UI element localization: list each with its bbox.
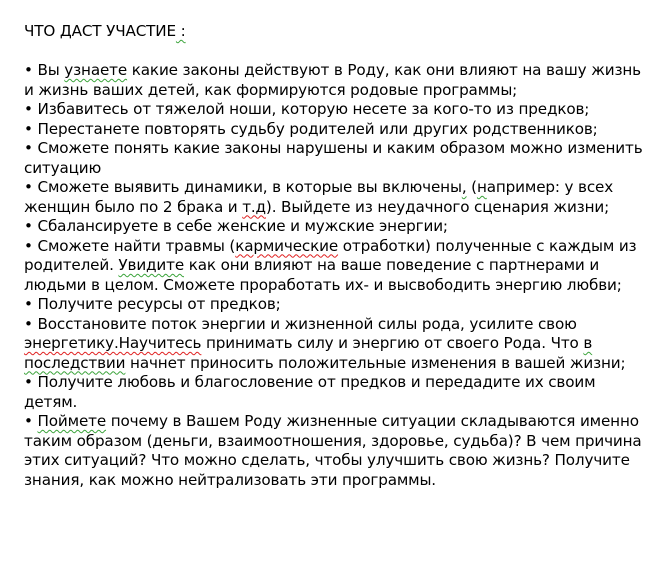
grammar-flag: Поймете — [37, 412, 107, 430]
list-item — [24, 412, 649, 490]
item-text: Получите ресурсы от предков; — [32, 295, 281, 313]
bullet-icon: • — [24, 139, 33, 157]
item-text: Восстановите поток энергии и жизненной силы рода, усилите свою — [32, 314, 577, 333]
list-item — [24, 373, 649, 412]
list-item — [24, 120, 649, 140]
spelling-flag: т.д — [242, 197, 266, 216]
item-text: ( — [466, 178, 477, 196]
item-text: почему в Вашем Роду жизненные ситуации складываются именно таким образом (деньги, взаимоотношения, здоровье, судьба)? В чем причина этих ситуаций? Что можно сделать, чтобы улучшить свою жизнь? Получите знания, как можно нейтрализовать эти программы. — [24, 412, 642, 489]
grammar-flag: , — [461, 178, 467, 196]
title-suffix-grammar-flag: : — [175, 22, 186, 40]
item-text: отработки) полученные с каждым из родителей. — [24, 236, 637, 274]
list-item — [24, 139, 649, 178]
item-text: апример: у всех женщин было по 2 брака и — [24, 178, 614, 216]
bullet-icon: • — [24, 373, 33, 391]
bullet-icon: • — [24, 412, 33, 430]
list-item — [24, 237, 649, 296]
item-text: Сбалансируете в себе женские и мужские энергии; — [32, 217, 448, 235]
bullet-icon: • — [24, 217, 33, 235]
list-item — [24, 100, 649, 120]
bullet-icon: • — [24, 178, 33, 196]
list-item — [24, 61, 649, 100]
item-text: как они влияют на ваше поведение с партнерами и людьми в целом. Сможете проработать их- и высвободить энергию любви; — [24, 256, 622, 294]
grammar-flag: н — [476, 178, 487, 196]
bullet-icon: • — [24, 295, 33, 313]
item-text: принимать силу и энергию от своего Рода. Что — [201, 334, 584, 352]
bullet-icon: • — [24, 236, 33, 255]
item-text: Избавитесь от тяжелой ноши, которую несете за кого-то из предков; — [32, 100, 590, 118]
spelling-flag: энергетику.Научитесь — [24, 334, 202, 352]
grammar-flag: узнаете — [64, 61, 128, 79]
item-text: Получите любовь и благословение от предков и передадите их своим детям. — [24, 373, 596, 411]
title-text: ЧТО ДАСТ УЧАСТИЕ — [24, 22, 176, 40]
bullet-icon: • — [24, 61, 33, 79]
bullet-icon: • — [24, 314, 33, 333]
item-text: Сможете найти травмы ( — [32, 236, 236, 255]
item-text: ). Выйдете из неудачного сценария жизни; — [265, 197, 610, 216]
spelling-flag: кармические — [235, 236, 339, 255]
item-text: какие законы действуют в Роду, как они влияют на вашу жизнь и жизнь ваших детей, как формируются родовые программы; — [24, 61, 641, 99]
list-item — [24, 315, 649, 374]
bullet-icon: • — [24, 100, 33, 118]
item-text: Сможете выявить динамики, в которые вы включены — [32, 178, 462, 196]
list-item — [24, 295, 649, 315]
document-body — [24, 22, 649, 490]
item-text: Вы — [32, 61, 65, 79]
item-text: Перестанете повторять судьбу родителей или других родственников; — [32, 119, 598, 138]
item-text: Сможете понять какие законы нарушены и каким образом можно изменить ситуацию — [24, 139, 643, 177]
item-text: начнет приносить положительные изменения в вашей жизни; — [125, 353, 626, 372]
document-title — [24, 22, 649, 42]
grammar-flag: Увидите — [118, 256, 185, 274]
grammar-flag: в последствии — [24, 334, 593, 372]
bullet-icon: • — [24, 119, 33, 138]
list-item — [24, 178, 649, 217]
list-item — [24, 217, 649, 237]
